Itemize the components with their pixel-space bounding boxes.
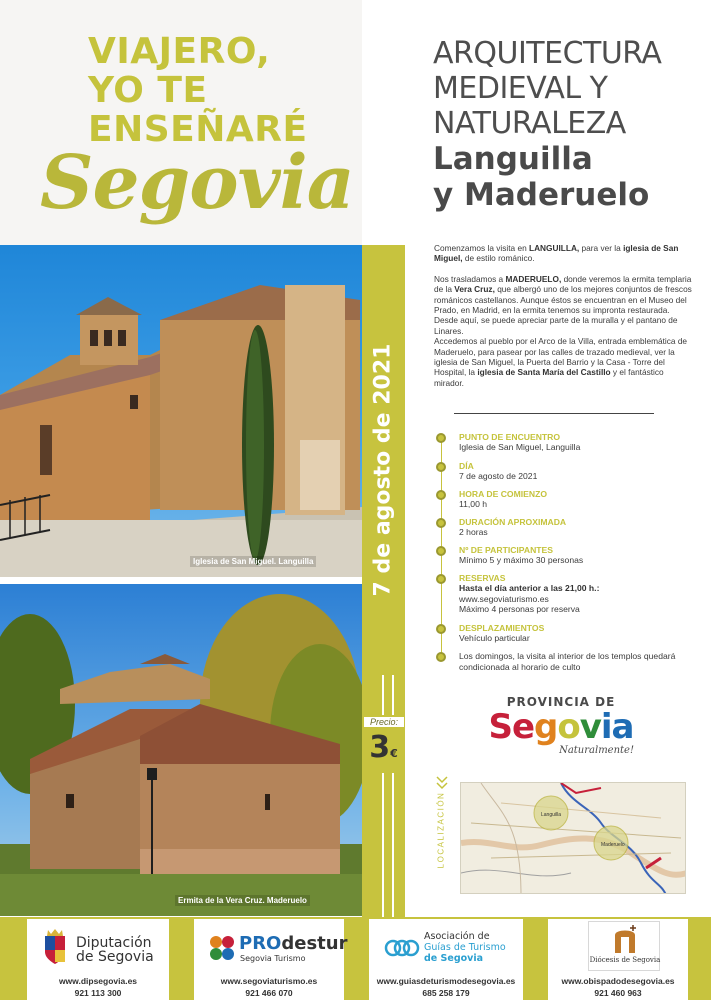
text-run: Comenzamos la visita en xyxy=(434,243,529,253)
title-line-5: y Maderuelo xyxy=(433,177,650,213)
org3-phone: 685 258 179 xyxy=(422,988,470,998)
church-illustration xyxy=(0,245,362,577)
cathedral-icon xyxy=(613,925,637,953)
band-stripe xyxy=(392,675,394,917)
info-meeting-point xyxy=(436,432,696,453)
info-value xyxy=(459,583,696,594)
info-label: PUNTO DE ENCUENTRO xyxy=(459,432,561,442)
bullet-icon xyxy=(436,546,446,556)
text-run: Nos trasladamos a xyxy=(434,273,506,284)
map-illustration xyxy=(461,783,686,894)
description-paragraph-1 xyxy=(434,243,692,264)
org3-line-2: Guías de Turismo xyxy=(424,942,506,953)
info-label: DESPLAZAMIENTOS xyxy=(459,623,545,633)
org2-subtitle: Segovia Turismo xyxy=(240,954,306,963)
provincia-logo xyxy=(484,695,638,756)
bullet-icon xyxy=(436,518,446,528)
info-label: RESERVAS xyxy=(459,573,506,583)
title-line-1: ARQUITECTURA xyxy=(433,36,662,71)
org1-phone: 921 113 300 xyxy=(74,988,122,998)
map-place-2: Maderuelo xyxy=(601,842,625,848)
guias-logo-icon xyxy=(384,933,420,963)
info-value: 7 de agosto de 2021 xyxy=(459,471,538,481)
info-participants xyxy=(436,545,696,566)
slogan xyxy=(88,32,358,149)
hermitage-illustration xyxy=(0,584,362,916)
bullet-icon xyxy=(436,490,446,500)
chevron-down-icon xyxy=(436,776,448,796)
org2-website-link[interactable]: www.segoviaturismo.es xyxy=(220,976,318,986)
text-run-bold: Vera Cruz, xyxy=(454,284,495,295)
info-day xyxy=(436,461,696,482)
text-run-bold: iglesia de Santa María del Castillo xyxy=(477,367,611,378)
title-line-4: Languilla xyxy=(433,141,593,177)
org3-name xyxy=(424,931,506,964)
info-value: Vehículo particular xyxy=(459,633,530,643)
map-place-1: Languilla xyxy=(541,812,562,818)
price-amount: 3 xyxy=(369,730,391,765)
org2-name xyxy=(239,934,347,954)
info-value: Los domingos, la visita al interior de los templos quedará condicionada al horario de culto xyxy=(459,651,676,672)
booking-deadline: Hasta el día anterior a las 21,00 h.: xyxy=(459,583,600,593)
text-run: y el fantástico mirador. xyxy=(434,367,664,388)
map-label: LOCALIZACIÓN xyxy=(436,791,446,869)
info-note xyxy=(436,651,696,672)
title-line-2: MEDIEVAL Y xyxy=(433,71,608,106)
org4-name: Diócesis de Segovia xyxy=(589,956,661,964)
org1-line-1: Diputación xyxy=(76,935,152,951)
org1-website-link[interactable]: www.dipsegovia.es xyxy=(58,976,138,986)
org1-line-2: de Segovia xyxy=(76,949,154,965)
slogan-line-2: YO TE xyxy=(88,70,208,111)
info-value: Iglesia de San Miguel, Languilla xyxy=(459,442,581,452)
info-value: 11,00 h xyxy=(459,499,488,509)
org1-name xyxy=(76,936,154,964)
diocesis-logo xyxy=(588,921,660,971)
text-run: Accedemos al pueblo por el Arco de la Villa, entrada emblemática de Maderuelo, para pasear por las calles de trazado medieval, ver la iglesia de San Miguel, la Puerta del Barrio y la Casa - Torre del Hospital, la xyxy=(434,336,688,378)
org4-phone: 921 460 963 xyxy=(594,988,642,998)
price-currency: € xyxy=(390,747,398,760)
booking-link[interactable]: www.segoviaturismo.es xyxy=(459,593,549,604)
prodestur-logo-icon xyxy=(207,933,237,963)
org2-name-a: PRO xyxy=(239,933,282,954)
page-title xyxy=(433,36,703,213)
text-run: que albergó uno de los mejores conjuntos de frescos románicos castellanos. Aunque éstos se encuentran en el Museo del Prado, en Madrid, en la ermita tenemos su impronta restaurada. xyxy=(434,284,692,316)
info-duration xyxy=(436,517,696,538)
bullet-icon xyxy=(436,624,446,634)
event-date-vertical: 7 de agosto de 2021 xyxy=(370,343,396,597)
divider xyxy=(454,413,654,414)
org3-line-3: de Segovia xyxy=(424,953,484,964)
info-label: Nº DE PARTICIPANTES xyxy=(459,545,554,555)
bullet-icon xyxy=(436,652,446,662)
slogan-line-3: ENSEÑARÉ xyxy=(88,109,308,150)
org4-website-link[interactable]: www.obispadodesegovia.es xyxy=(561,976,675,986)
info-booking xyxy=(436,573,696,615)
text-run-bold: iglesia de San Miguel, xyxy=(434,243,679,264)
info-label: DÍA xyxy=(459,461,474,471)
org2-name-b: destur xyxy=(281,933,348,954)
info-start-time xyxy=(436,489,696,510)
provincia-wordmark: Segovia xyxy=(488,707,634,747)
info-label: HORA DE COMIENZO xyxy=(459,489,548,499)
price-label: Precio: xyxy=(364,717,404,727)
org3-line-1: Asociación de xyxy=(424,931,490,942)
text-run: Desde aquí, se puede apreciar parte de la muralla y el pantano de Linares. xyxy=(434,315,678,336)
band-stripe xyxy=(382,675,384,917)
text-run: de estilo románico. xyxy=(462,253,535,264)
bullet-icon xyxy=(436,433,446,443)
text-run: donde veremos la ermita templaria de la xyxy=(434,273,692,295)
description xyxy=(434,243,692,398)
text-run-bold: LANGUILLA, xyxy=(529,243,580,253)
bullet-icon xyxy=(436,574,446,584)
hermitage-photo xyxy=(0,584,362,916)
info-value: 2 horas xyxy=(459,527,488,537)
coat-of-arms-icon xyxy=(42,928,68,966)
bullet-icon xyxy=(436,462,446,472)
slogan-line-1: VIAJERO, xyxy=(88,31,271,72)
text-run-bold: MADERUELO, xyxy=(505,273,562,284)
photo-caption-2: Ermita de la Vera Cruz. Maderuelo xyxy=(175,895,310,906)
description-paragraph-2 xyxy=(434,274,692,388)
title-line-3: NATURALEZA xyxy=(433,106,626,141)
info-value: Mínimo 5 y máximo 30 personas xyxy=(459,555,584,565)
church-photo xyxy=(0,245,362,577)
info-label: DURACIÓN APROXIMADA xyxy=(459,517,567,527)
org3-website-link[interactable]: www.guiasdeturismodesegovia.es xyxy=(376,976,516,986)
info-transport xyxy=(436,623,696,644)
text-run: para ver la xyxy=(579,243,624,253)
provincia-tagline: Naturalmente! xyxy=(559,745,634,756)
slogan-script: Segovia xyxy=(40,140,354,226)
info-value: Máximo 4 personas por reserva xyxy=(459,604,580,614)
photo-caption-1: Iglesia de San Miguel. Languilla xyxy=(190,556,316,567)
price-value xyxy=(362,730,405,765)
org2-phone: 921 466 070 xyxy=(245,988,293,998)
location-map[interactable] xyxy=(460,782,686,894)
provincia-line-1: PROVINCIA DE xyxy=(506,695,616,709)
